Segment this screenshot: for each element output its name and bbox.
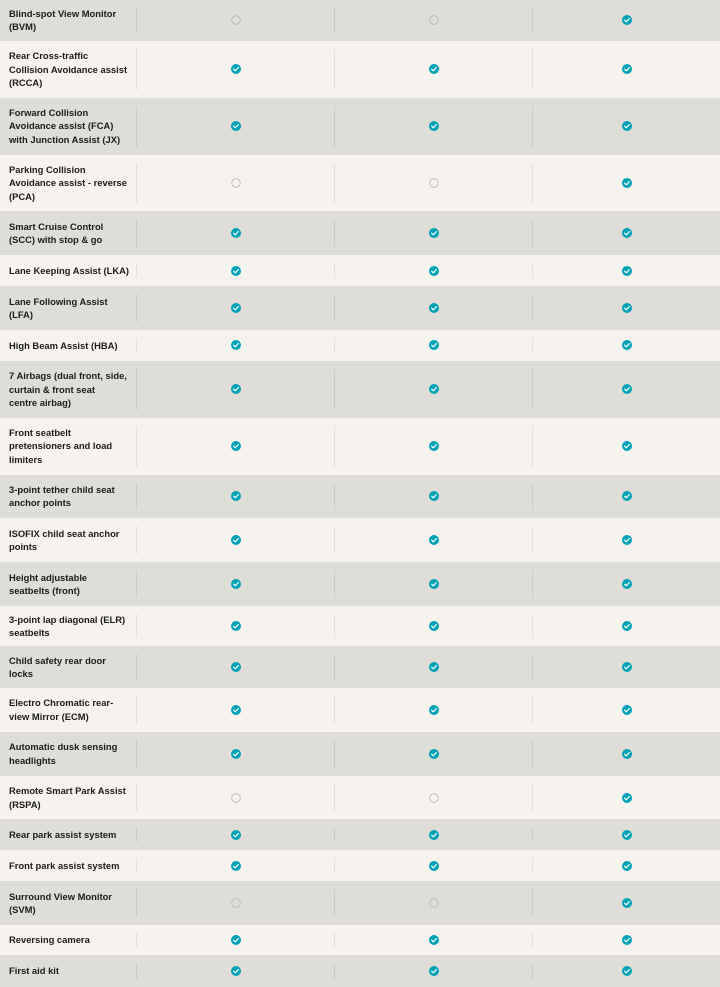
availability-cell-2 xyxy=(334,784,532,812)
check-circle-icon xyxy=(622,793,632,803)
feature-label: High Beam Assist (HBA) xyxy=(9,339,118,351)
table-row xyxy=(0,732,720,776)
check-circle-icon xyxy=(429,966,439,976)
availability-cell-2 xyxy=(334,526,532,554)
availability-cell-2 xyxy=(334,570,532,598)
availability-cell-3 xyxy=(532,49,720,90)
check-circle-icon xyxy=(622,491,632,501)
availability-cell-3 xyxy=(532,654,720,680)
availability-cell-1 xyxy=(136,49,334,90)
check-circle-icon xyxy=(231,861,241,871)
feature-label: 7 Airbags (dual front, side, curtain & front seat centre airbag) xyxy=(9,370,127,408)
check-circle-icon xyxy=(231,228,241,238)
empty-circle-icon xyxy=(429,898,439,908)
check-circle-icon xyxy=(429,705,439,715)
availability-cell-3 xyxy=(532,426,720,467)
table-row xyxy=(0,41,720,98)
availability-cell-3 xyxy=(532,696,720,724)
table-row xyxy=(0,562,720,606)
check-circle-icon xyxy=(622,266,632,276)
feature-label: Front park assist system xyxy=(9,860,120,872)
empty-circle-icon xyxy=(231,793,241,803)
table-row xyxy=(0,330,720,361)
table-row xyxy=(0,475,720,519)
availability-cell-2 xyxy=(334,614,532,638)
availability-cell-3 xyxy=(532,338,720,353)
availability-cell-2 xyxy=(334,889,532,917)
feature-label: Lane Following Assist (LFA) xyxy=(9,295,108,321)
feature-label: Parking Collision Avoidance assist - reverse (PCA) xyxy=(9,163,127,202)
availability-cell-1 xyxy=(136,784,334,812)
feature-label: 3-point tether child seat anchor points xyxy=(9,484,115,509)
check-circle-icon xyxy=(231,64,241,74)
check-circle-icon xyxy=(429,228,439,238)
availability-cell-2 xyxy=(334,8,532,33)
availability-cell-1 xyxy=(136,654,334,680)
availability-cell-2 xyxy=(334,654,532,680)
availability-cell-1 xyxy=(136,369,334,410)
availability-cell-1 xyxy=(136,858,334,873)
check-circle-icon xyxy=(231,705,241,715)
check-circle-icon xyxy=(622,861,632,871)
check-circle-icon xyxy=(622,441,632,451)
availability-cell-3 xyxy=(532,933,720,947)
check-circle-icon xyxy=(429,749,439,759)
check-circle-icon xyxy=(231,966,241,976)
check-circle-icon xyxy=(231,303,241,313)
availability-cell-1 xyxy=(136,614,334,638)
table-row xyxy=(0,646,720,688)
availability-cell-1 xyxy=(136,426,334,467)
check-circle-icon xyxy=(622,228,632,238)
table-row xyxy=(0,955,720,987)
availability-cell-2 xyxy=(334,933,532,947)
check-circle-icon xyxy=(429,441,439,451)
feature-label: Rear park assist system xyxy=(9,829,117,841)
availability-cell-1 xyxy=(136,219,334,247)
check-circle-icon xyxy=(622,178,632,188)
check-circle-icon xyxy=(231,749,241,759)
table-row xyxy=(0,0,720,41)
feature-label: Smart Cruise Control (SCC) with stop & go xyxy=(9,220,104,246)
check-circle-icon xyxy=(622,303,632,313)
availability-cell-3 xyxy=(532,570,720,598)
availability-cell-3 xyxy=(532,106,720,147)
feature-label: Child safety rear door locks xyxy=(9,654,106,679)
availability-cell-1 xyxy=(136,570,334,598)
availability-cell-3 xyxy=(532,369,720,410)
availability-cell-3 xyxy=(532,614,720,638)
check-circle-icon xyxy=(429,861,439,871)
empty-circle-icon xyxy=(231,15,241,25)
availability-cell-2 xyxy=(334,163,532,204)
availability-cell-1 xyxy=(136,526,334,554)
availability-cell-3 xyxy=(532,163,720,204)
feature-label: Height adjustable seatbelts (front) xyxy=(9,571,88,597)
availability-cell-3 xyxy=(532,963,720,979)
empty-circle-icon xyxy=(231,898,241,908)
check-circle-icon xyxy=(429,935,439,945)
availability-cell-1 xyxy=(136,106,334,147)
availability-cell-1 xyxy=(136,963,334,979)
check-circle-icon xyxy=(429,340,439,350)
check-circle-icon xyxy=(429,579,439,589)
availability-cell-2 xyxy=(334,338,532,353)
check-circle-icon xyxy=(231,535,241,545)
check-circle-icon xyxy=(429,535,439,545)
table-row xyxy=(0,688,720,732)
availability-cell-1 xyxy=(136,827,334,842)
feature-label: Front seatbelt pretensioners and load limiters xyxy=(9,427,113,465)
check-circle-icon xyxy=(429,621,439,631)
check-circle-icon xyxy=(622,535,632,545)
table-row xyxy=(0,925,720,955)
availability-cell-2 xyxy=(334,827,532,842)
table-row xyxy=(0,850,720,881)
availability-cell-3 xyxy=(532,784,720,812)
availability-cell-1 xyxy=(136,263,334,278)
table-row xyxy=(0,361,720,418)
availability-cell-2 xyxy=(334,263,532,278)
feature-label: Lane Keeping Assist (LKA) xyxy=(9,264,129,276)
check-circle-icon xyxy=(622,621,632,631)
check-circle-icon xyxy=(231,830,241,840)
check-circle-icon xyxy=(231,384,241,394)
check-circle-icon xyxy=(429,64,439,74)
check-circle-icon xyxy=(622,830,632,840)
table-row xyxy=(0,155,720,212)
check-circle-icon xyxy=(622,662,632,672)
availability-cell-1 xyxy=(136,483,334,511)
check-circle-icon xyxy=(429,303,439,313)
check-circle-icon xyxy=(231,935,241,945)
check-circle-icon xyxy=(429,830,439,840)
check-circle-icon xyxy=(429,266,439,276)
check-circle-icon xyxy=(231,579,241,589)
table-row xyxy=(0,418,720,475)
check-circle-icon xyxy=(622,64,632,74)
empty-circle-icon xyxy=(429,15,439,25)
check-circle-icon xyxy=(231,621,241,631)
check-circle-icon xyxy=(622,340,632,350)
availability-cell-2 xyxy=(334,696,532,724)
feature-label: Forward Collision Avoidance assist (FCA) with Junction Assist (JX) xyxy=(9,107,121,145)
check-circle-icon xyxy=(231,441,241,451)
availability-cell-2 xyxy=(334,369,532,410)
availability-cell-3 xyxy=(532,889,720,917)
availability-cell-3 xyxy=(532,740,720,768)
availability-cell-2 xyxy=(334,426,532,467)
availability-cell-2 xyxy=(334,483,532,511)
check-circle-icon xyxy=(622,121,632,131)
availability-cell-3 xyxy=(532,263,720,278)
availability-cell-1 xyxy=(136,163,334,204)
feature-label: Electro Chromatic rear- view Mirror (ECM) xyxy=(9,697,114,722)
availability-cell-1 xyxy=(136,740,334,768)
availability-cell-1 xyxy=(136,8,334,33)
availability-cell-1 xyxy=(136,889,334,917)
check-circle-icon xyxy=(622,15,632,25)
availability-cell-3 xyxy=(532,526,720,554)
availability-cell-2 xyxy=(334,219,532,247)
table-row xyxy=(0,255,720,286)
availability-cell-2 xyxy=(334,49,532,90)
check-circle-icon xyxy=(622,749,632,759)
table-row xyxy=(0,606,720,646)
check-circle-icon xyxy=(622,579,632,589)
empty-circle-icon xyxy=(429,178,439,188)
availability-cell-3 xyxy=(532,858,720,873)
check-circle-icon xyxy=(429,384,439,394)
feature-label: Remote Smart Park Assist (RSPA) xyxy=(9,785,126,810)
empty-circle-icon xyxy=(231,178,241,188)
availability-cell-2 xyxy=(334,740,532,768)
feature-label: Blind-spot View Monitor (BVM) xyxy=(9,8,117,33)
feature-label: 3-point lap diagonal (ELR) seatbelts xyxy=(9,613,126,639)
availability-cell-1 xyxy=(136,933,334,947)
table-row xyxy=(0,776,720,820)
availability-cell-3 xyxy=(532,483,720,511)
check-circle-icon xyxy=(231,121,241,131)
check-circle-icon xyxy=(622,384,632,394)
availability-cell-1 xyxy=(136,338,334,353)
availability-cell-1 xyxy=(136,696,334,724)
empty-circle-icon xyxy=(429,793,439,803)
availability-cell-3 xyxy=(532,219,720,247)
feature-label: Surround View Monitor (SVM) xyxy=(9,890,112,916)
table-row xyxy=(0,518,720,562)
feature-label: ISOFIX child seat anchor points xyxy=(9,527,120,553)
availability-cell-2 xyxy=(334,963,532,979)
check-circle-icon xyxy=(622,705,632,715)
check-circle-icon xyxy=(429,121,439,131)
table-row xyxy=(0,286,720,330)
table-row xyxy=(0,98,720,155)
check-circle-icon xyxy=(231,491,241,501)
availability-cell-2 xyxy=(334,294,532,322)
availability-cell-1 xyxy=(136,294,334,322)
table-row xyxy=(0,211,720,255)
availability-cell-3 xyxy=(532,8,720,33)
check-circle-icon xyxy=(622,966,632,976)
table-row xyxy=(0,881,720,925)
feature-label: First aid kit xyxy=(9,965,60,977)
availability-cell-2 xyxy=(334,106,532,147)
check-circle-icon xyxy=(622,898,632,908)
availability-cell-2 xyxy=(334,858,532,873)
feature-label: Automatic dusk sensing headlights xyxy=(9,741,118,766)
check-circle-icon xyxy=(622,935,632,945)
check-circle-icon xyxy=(231,662,241,672)
availability-cell-3 xyxy=(532,294,720,322)
table-row xyxy=(0,819,720,850)
check-circle-icon xyxy=(429,491,439,501)
feature-label: Rear Cross-traffic Collision Avoidance assist (RCCA) xyxy=(9,50,128,88)
check-circle-icon xyxy=(429,662,439,672)
feature-label: Reversing camera xyxy=(9,934,90,946)
check-circle-icon xyxy=(231,266,241,276)
check-circle-icon xyxy=(231,340,241,350)
availability-cell-3 xyxy=(532,827,720,842)
